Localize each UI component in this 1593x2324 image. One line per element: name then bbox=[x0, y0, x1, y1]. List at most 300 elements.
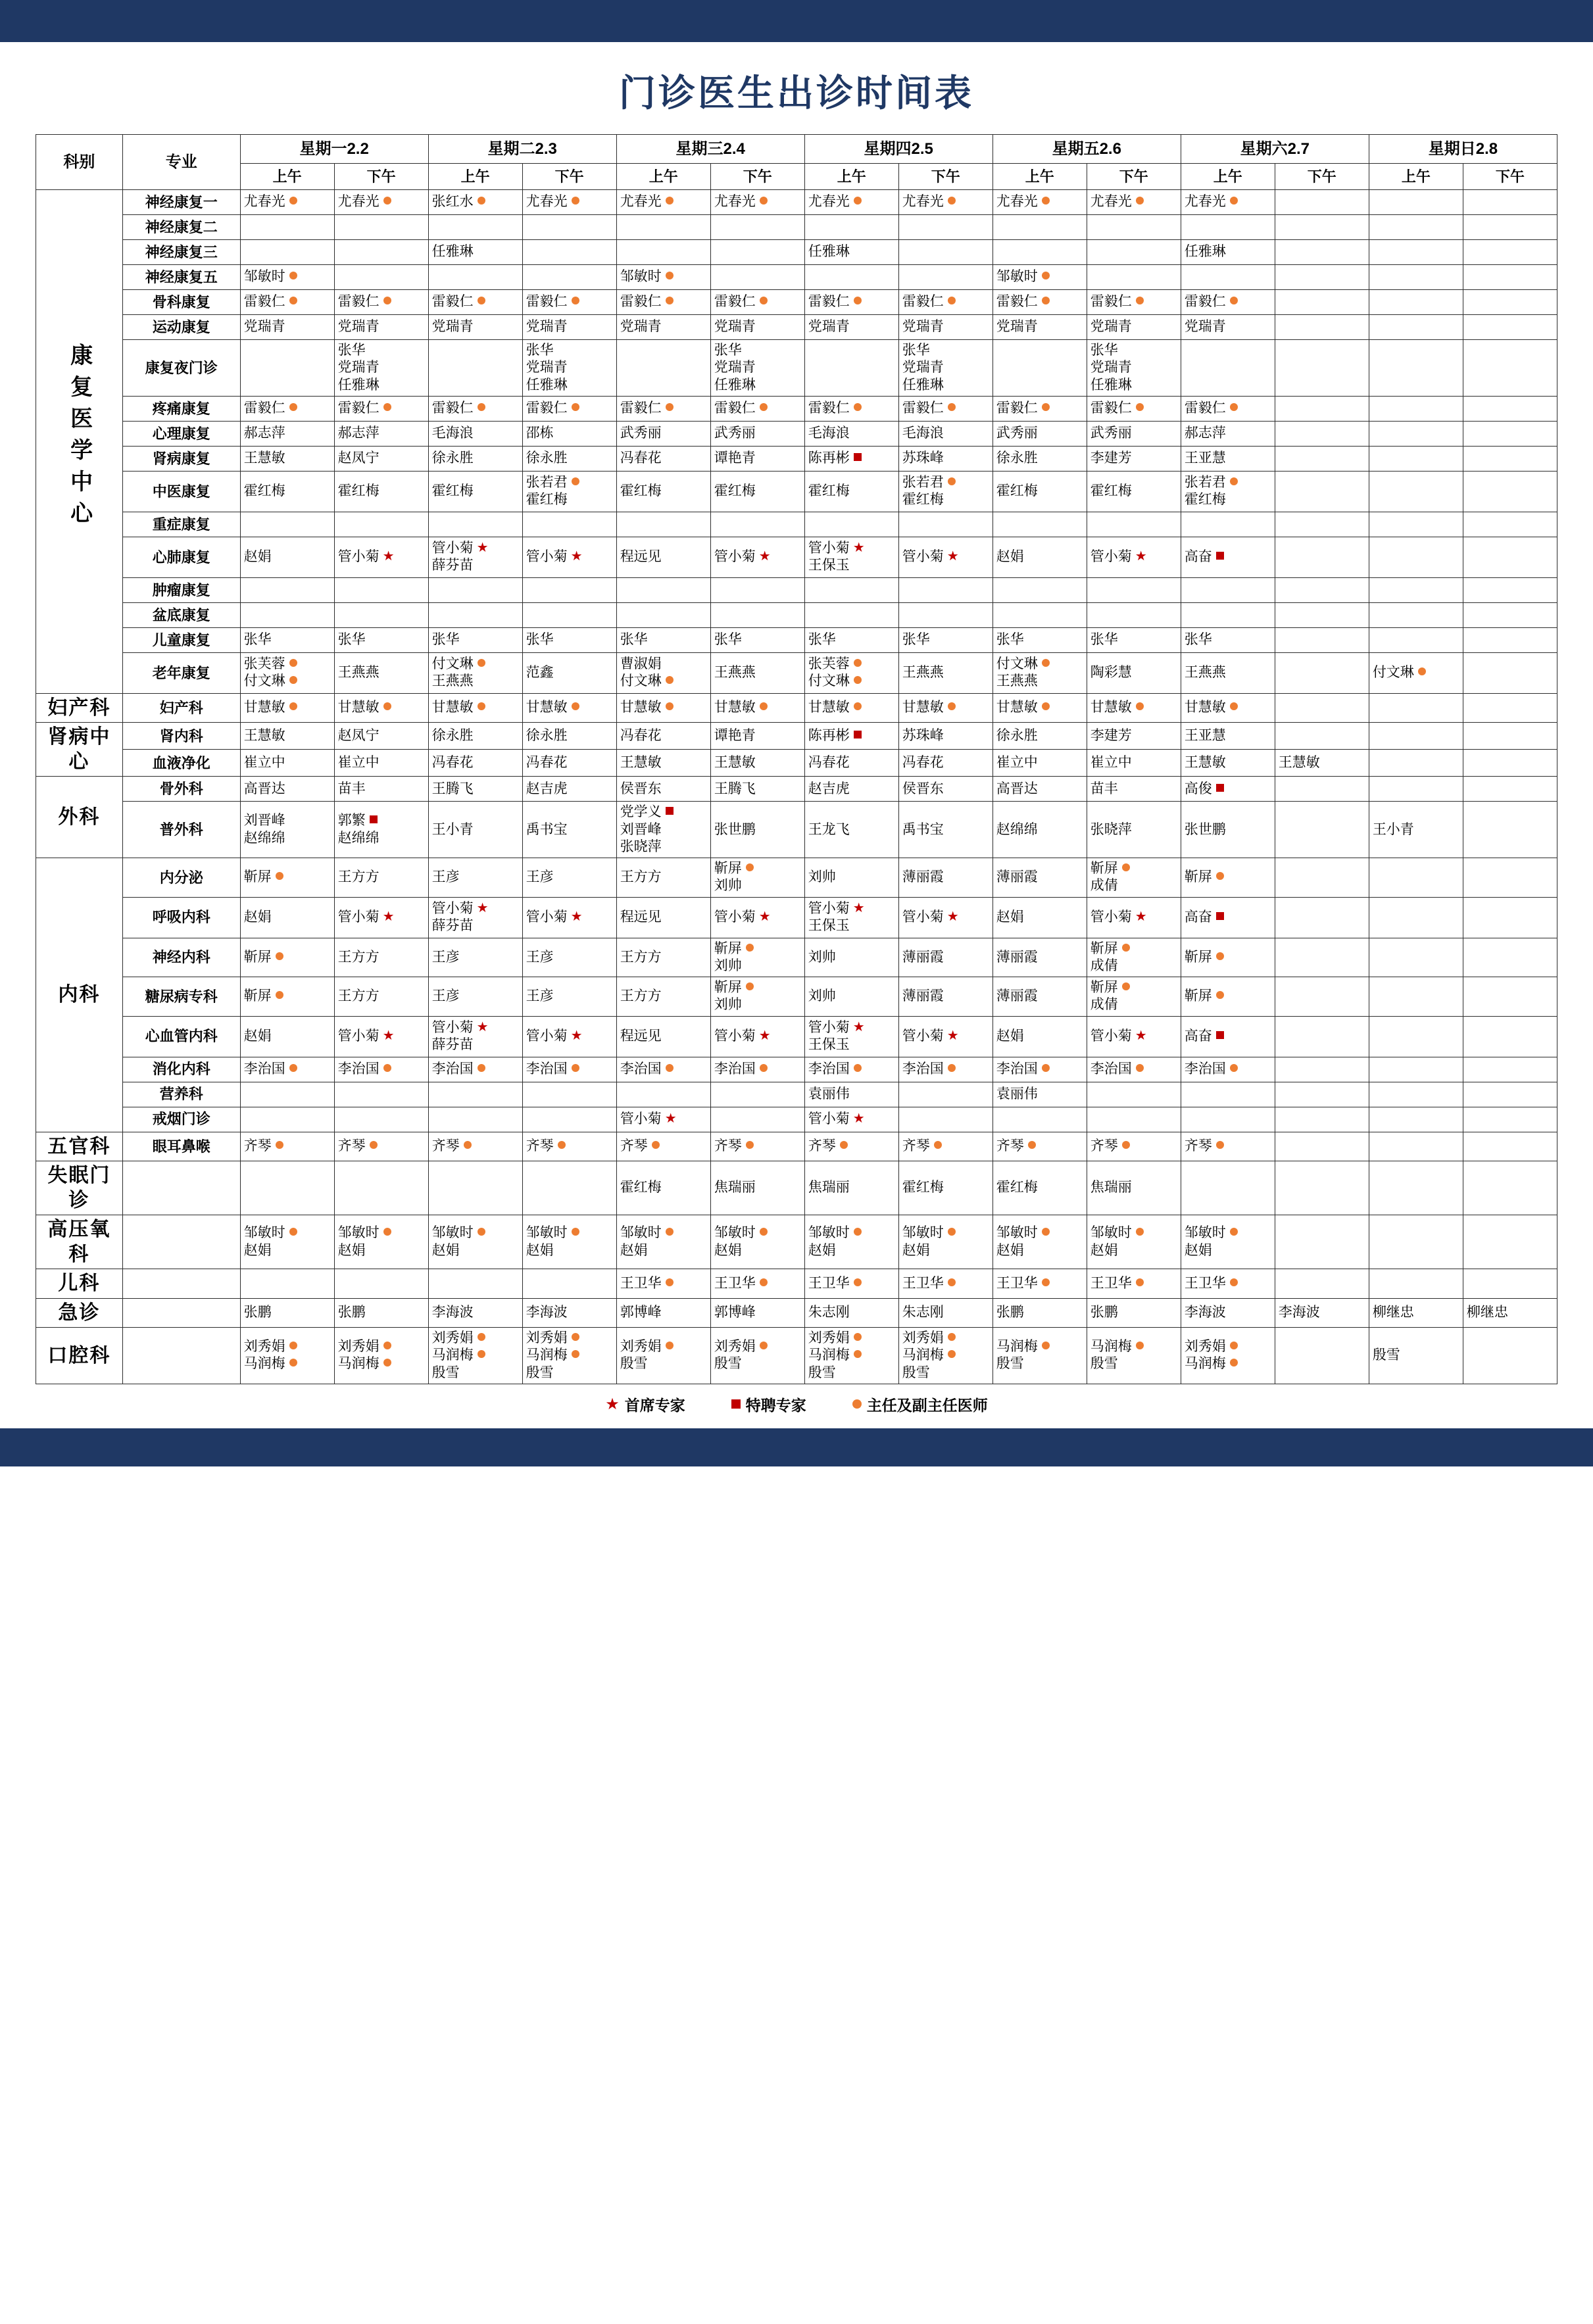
doctor-name: 党瑞青 bbox=[996, 319, 1038, 335]
doctor-entry bbox=[1373, 1347, 1459, 1364]
schedule-cell bbox=[240, 265, 334, 290]
doctor-name: 党瑞青 bbox=[243, 319, 285, 335]
doctor-entry bbox=[714, 860, 801, 877]
doctor-entry bbox=[714, 781, 801, 798]
doctor-name: 李治国 bbox=[808, 1061, 850, 1077]
doctor-entry bbox=[526, 909, 613, 926]
schedule-cell bbox=[616, 421, 710, 446]
doctor-name: 张华 bbox=[526, 343, 554, 358]
doctor-entry bbox=[902, 1028, 989, 1045]
schedule-cell bbox=[710, 602, 804, 627]
doctor-entry bbox=[526, 450, 613, 467]
doctor-name: 任雅琳 bbox=[714, 377, 756, 393]
doctor-name: 邹敏时 bbox=[996, 269, 1038, 285]
schedule-cell bbox=[1181, 1269, 1275, 1299]
doctor-name: 齐琴 bbox=[1090, 1138, 1118, 1154]
schedule-cell bbox=[1463, 1161, 1557, 1215]
doctor-entry bbox=[338, 949, 425, 966]
doctor-entry bbox=[620, 1275, 707, 1292]
schedule-cell bbox=[428, 1107, 522, 1132]
chief-physician-dot-icon bbox=[370, 1141, 378, 1149]
doctor-entry bbox=[244, 425, 331, 442]
doctor-name: 苏珠峰 bbox=[902, 728, 944, 744]
schedule-cell bbox=[428, 240, 522, 265]
doctor-entry bbox=[1373, 821, 1459, 838]
doctor-entry bbox=[1091, 909, 1177, 926]
chief-physician-dot-icon bbox=[746, 863, 754, 871]
schedule-cell bbox=[522, 512, 616, 537]
specialty-name: 营养科 bbox=[122, 1082, 240, 1107]
doctor-entry bbox=[432, 917, 519, 934]
doctor-name: 任雅琳 bbox=[431, 244, 474, 260]
doctor-name: 甘慧敏 bbox=[243, 700, 285, 715]
doctor-entry bbox=[1091, 1355, 1177, 1372]
chief-physician-dot-icon bbox=[1216, 1141, 1224, 1149]
schedule-cell bbox=[1369, 1161, 1463, 1215]
department-name: 外科 bbox=[36, 777, 123, 858]
doctor-entry bbox=[1185, 869, 1271, 886]
doctor-name: 张晓萍 bbox=[1090, 821, 1132, 837]
doctor-name: 靳屏 bbox=[1184, 988, 1212, 1004]
doctor-name: 殷雪 bbox=[526, 1365, 554, 1380]
doctor-name: 任雅琳 bbox=[808, 244, 850, 260]
doctor-entry bbox=[902, 1365, 989, 1382]
department-name: 妇产科 bbox=[36, 693, 123, 723]
schedule-cell bbox=[1087, 777, 1181, 802]
schedule-cell bbox=[1463, 1298, 1557, 1328]
doctor-entry bbox=[996, 400, 1083, 417]
doctor-entry bbox=[808, 1242, 895, 1259]
doctor-name: 张华 bbox=[1184, 632, 1212, 648]
doctor-entry bbox=[526, 699, 613, 716]
doctor-name: 王慧敏 bbox=[243, 728, 285, 744]
doctor-name: 刘帅 bbox=[808, 869, 836, 885]
doctor-name: 徐永胜 bbox=[431, 728, 474, 744]
doctor-name: 李建芳 bbox=[1090, 728, 1132, 744]
schedule-cell bbox=[804, 577, 898, 602]
doctor-name: 焦瑞丽 bbox=[808, 1180, 850, 1196]
doctor-entry bbox=[996, 1138, 1083, 1155]
doctor-entry bbox=[432, 656, 519, 673]
doctor-entry bbox=[996, 483, 1083, 500]
doctor-name: 马润梅 bbox=[902, 1347, 944, 1363]
schedule-cell bbox=[240, 602, 334, 627]
schedule-cell bbox=[616, 190, 710, 215]
doctor-entry bbox=[714, 377, 801, 394]
schedule-cell bbox=[522, 652, 616, 693]
doctor-entry bbox=[1279, 1304, 1365, 1321]
doctor-entry bbox=[526, 1061, 613, 1078]
doctor-name: 付文琳 bbox=[808, 673, 850, 689]
schedule-cell bbox=[616, 315, 710, 340]
schedule-cell bbox=[993, 421, 1087, 446]
schedule-cell bbox=[1275, 1016, 1369, 1057]
schedule-cell bbox=[898, 577, 993, 602]
specialty-name: 戒烟门诊 bbox=[122, 1107, 240, 1132]
doctor-name: 冯春花 bbox=[808, 755, 850, 771]
legend-item-2 bbox=[731, 1393, 806, 1415]
doctor-entry bbox=[526, 1138, 613, 1155]
doctor-entry bbox=[714, 699, 801, 716]
doctor-name: 程远见 bbox=[620, 1028, 662, 1044]
table-row bbox=[36, 602, 1557, 627]
schedule-cell bbox=[1275, 750, 1369, 777]
schedule-cell bbox=[804, 802, 898, 858]
doctor-entry bbox=[338, 425, 425, 442]
doctor-name: 王慧敏 bbox=[714, 755, 756, 771]
doctor-name: 邹敏时 bbox=[243, 269, 285, 285]
doctor-name: 尤春光 bbox=[996, 194, 1038, 210]
schedule-cell bbox=[1275, 1057, 1369, 1082]
header-day-7: 星期日2.8 bbox=[1369, 135, 1557, 164]
chief-physician-dot-icon bbox=[746, 1141, 754, 1149]
doctor-entry bbox=[526, 781, 613, 798]
schedule-cell bbox=[898, 1328, 993, 1384]
doctor-name: 付文琳 bbox=[620, 673, 662, 689]
doctor-name: 赵娟 bbox=[996, 909, 1024, 925]
doctor-name: 雷毅仁 bbox=[996, 294, 1038, 310]
doctor-name: 冯春花 bbox=[902, 755, 944, 771]
chief-physician-dot-icon bbox=[1230, 1228, 1238, 1236]
doctor-entry bbox=[1185, 491, 1271, 508]
doctor-name: 成倩 bbox=[1090, 997, 1118, 1013]
doctor-name: 侯晋东 bbox=[620, 781, 662, 796]
schedule-cell bbox=[522, 537, 616, 577]
doctor-name: 马润梅 bbox=[526, 1347, 568, 1363]
doctor-name: 甘慧敏 bbox=[620, 700, 662, 715]
doctor-name: 殷雪 bbox=[1372, 1347, 1400, 1363]
table-row bbox=[36, 340, 1557, 397]
schedule-cell bbox=[334, 421, 428, 446]
doctor-entry bbox=[996, 1028, 1083, 1045]
doctor-name: 靳屏 bbox=[714, 980, 742, 995]
chief-physician-dot-icon bbox=[572, 297, 579, 304]
schedule-cell bbox=[240, 897, 334, 938]
schedule-cell bbox=[1275, 265, 1369, 290]
chief-physician-dot-icon bbox=[666, 1342, 674, 1349]
header-pm-3: 下午 bbox=[710, 164, 804, 190]
doctor-entry bbox=[526, 988, 613, 1005]
schedule-cell bbox=[1463, 1107, 1557, 1132]
doctor-name: 焦瑞丽 bbox=[1090, 1180, 1132, 1196]
schedule-cell bbox=[522, 577, 616, 602]
specialty-name: 康复夜门诊 bbox=[122, 340, 240, 397]
doctor-entry bbox=[338, 699, 425, 716]
schedule-cell bbox=[428, 602, 522, 627]
doctor-name: 王彦 bbox=[431, 949, 460, 965]
doctor-entry bbox=[432, 1019, 519, 1036]
chief-physician-dot-icon bbox=[1042, 1278, 1050, 1286]
doctor-name: 高晋达 bbox=[243, 781, 285, 796]
top-expert-star-icon: ★ bbox=[664, 1111, 677, 1126]
schedule-cell bbox=[804, 1107, 898, 1132]
doctor-entry bbox=[1091, 293, 1177, 310]
chief-physician-dot-icon bbox=[383, 297, 391, 304]
schedule-cell bbox=[240, 777, 334, 802]
schedule-cell bbox=[993, 627, 1087, 652]
doctor-entry bbox=[808, 450, 895, 467]
top-expert-star-icon: ★ bbox=[476, 900, 489, 915]
chief-physician-dot-icon bbox=[854, 1064, 862, 1072]
schedule-cell bbox=[1087, 723, 1181, 750]
doctor-name: 任雅琳 bbox=[1184, 244, 1226, 260]
schedule-cell bbox=[993, 938, 1087, 977]
doctor-entry bbox=[996, 869, 1083, 886]
schedule-cell bbox=[616, 802, 710, 858]
header-am-1: 上午 bbox=[240, 164, 334, 190]
schedule-cell bbox=[616, 240, 710, 265]
doctor-name: 赵绵绵 bbox=[243, 830, 285, 846]
doctor-name: 李治国 bbox=[1090, 1061, 1132, 1077]
schedule-cell bbox=[1463, 265, 1557, 290]
schedule-cell bbox=[522, 750, 616, 777]
doctor-name: 李治国 bbox=[431, 1061, 474, 1077]
schedule-cell bbox=[993, 723, 1087, 750]
doctor-entry bbox=[714, 293, 801, 310]
schedule-cell bbox=[334, 537, 428, 577]
schedule-cell bbox=[1369, 1016, 1463, 1057]
top-expert-star-icon: ★ bbox=[758, 1028, 771, 1043]
schedule-cell bbox=[1181, 1215, 1275, 1269]
top-expert-star-icon: ★ bbox=[852, 1111, 865, 1126]
schedule-cell bbox=[1369, 1057, 1463, 1082]
doctor-entry bbox=[338, 781, 425, 798]
schedule-cell bbox=[1463, 577, 1557, 602]
schedule-cell bbox=[240, 240, 334, 265]
schedule-cell bbox=[522, 938, 616, 977]
doctor-name: 王彦 bbox=[526, 988, 554, 1004]
doctor-entry bbox=[1091, 940, 1177, 957]
chief-physician-dot-icon bbox=[666, 676, 674, 684]
doctor-entry bbox=[432, 243, 519, 260]
doctor-entry bbox=[808, 1179, 895, 1196]
schedule-cell bbox=[1463, 858, 1557, 898]
chief-physician-dot-icon bbox=[1418, 667, 1426, 675]
doctor-name: 冯春花 bbox=[620, 728, 662, 744]
schedule-table bbox=[36, 134, 1557, 1384]
doctor-name: 谭艳青 bbox=[714, 728, 756, 744]
schedule-cell bbox=[1463, 190, 1557, 215]
doctor-name: 郭博峰 bbox=[620, 1305, 662, 1320]
chief-physician-dot-icon bbox=[289, 676, 297, 684]
department-name-vertical: 康复医学中心 bbox=[66, 343, 92, 533]
doctor-entry bbox=[996, 450, 1083, 467]
doctor-name: 殷雪 bbox=[996, 1356, 1024, 1372]
schedule-cell bbox=[1369, 1107, 1463, 1132]
schedule-cell bbox=[1275, 215, 1369, 240]
doctor-name: 赵娟 bbox=[1090, 1242, 1118, 1258]
header-pm-5: 下午 bbox=[1087, 164, 1181, 190]
schedule-cell bbox=[1275, 897, 1369, 938]
schedule-cell bbox=[1463, 750, 1557, 777]
doctor-name: 刘秀娟 bbox=[902, 1330, 944, 1345]
doctor-entry bbox=[1091, 1179, 1177, 1196]
table-row bbox=[36, 240, 1557, 265]
chief-physician-dot-icon bbox=[572, 403, 579, 411]
department-name bbox=[36, 190, 123, 694]
doctor-entry bbox=[808, 673, 895, 690]
schedule-cell bbox=[898, 315, 993, 340]
chief-physician-dot-icon bbox=[1136, 1342, 1144, 1349]
top-expert-star-icon: ★ bbox=[852, 900, 865, 915]
schedule-cell bbox=[898, 938, 993, 977]
schedule-cell bbox=[1275, 627, 1369, 652]
schedule-cell bbox=[1369, 577, 1463, 602]
schedule-cell bbox=[240, 693, 334, 723]
doctor-entry bbox=[1185, 1338, 1271, 1355]
top-expert-star-icon: ★ bbox=[570, 549, 583, 564]
schedule-cell bbox=[616, 1016, 710, 1057]
doctor-entry bbox=[996, 673, 1083, 690]
doctor-entry bbox=[902, 377, 989, 394]
doctor-entry bbox=[338, 342, 425, 359]
doctor-name: 雷毅仁 bbox=[620, 294, 662, 310]
chief-physician-dot-icon bbox=[948, 1278, 956, 1286]
chief-physician-dot-icon bbox=[289, 297, 297, 304]
doctor-name: 成倩 bbox=[1090, 957, 1118, 973]
doctor-name: 刘帅 bbox=[808, 988, 836, 1004]
doctor-name: 张华 bbox=[526, 632, 554, 648]
schedule-cell bbox=[993, 190, 1087, 215]
schedule-cell bbox=[1087, 240, 1181, 265]
doctor-entry bbox=[620, 909, 707, 926]
schedule-cell bbox=[522, 315, 616, 340]
top-expert-star-icon: ★ bbox=[946, 1028, 959, 1043]
doctor-entry bbox=[1185, 1275, 1271, 1292]
doctor-entry bbox=[714, 1304, 801, 1321]
doctor-entry bbox=[620, 699, 707, 716]
schedule-cell bbox=[1275, 396, 1369, 421]
table-row bbox=[36, 446, 1557, 471]
doctor-entry bbox=[714, 957, 801, 975]
doctor-entry bbox=[714, 318, 801, 335]
doctor-entry bbox=[1185, 425, 1271, 442]
schedule-cell bbox=[1181, 652, 1275, 693]
schedule-cell bbox=[898, 1215, 993, 1269]
schedule-cell bbox=[710, 537, 804, 577]
chief-physician-dot-icon bbox=[478, 297, 485, 304]
doctor-entry bbox=[1185, 1355, 1271, 1372]
schedule-cell bbox=[804, 190, 898, 215]
doctor-entry bbox=[620, 781, 707, 798]
schedule-cell bbox=[898, 750, 993, 777]
doctor-name: 李治国 bbox=[1184, 1061, 1226, 1077]
schedule-cell bbox=[616, 265, 710, 290]
doctor-entry bbox=[244, 830, 331, 847]
doctor-entry bbox=[808, 900, 895, 917]
doctor-entry bbox=[620, 450, 707, 467]
header-day-3: 星期三2.4 bbox=[616, 135, 804, 164]
schedule-cell bbox=[428, 1328, 522, 1384]
specialty-name: 神经康复五 bbox=[122, 265, 240, 290]
schedule-cell bbox=[428, 396, 522, 421]
schedule-cell bbox=[240, 1082, 334, 1107]
schedule-cell bbox=[428, 340, 522, 397]
doctor-name: 张世鹏 bbox=[714, 821, 756, 837]
schedule-cell bbox=[428, 723, 522, 750]
doctor-entry bbox=[244, 812, 331, 829]
doctor-name: 雷毅仁 bbox=[337, 294, 380, 310]
schedule-cell bbox=[993, 652, 1087, 693]
doctor-name: 王腾飞 bbox=[431, 781, 474, 796]
schedule-cell bbox=[1369, 777, 1463, 802]
doctor-name: 徐永胜 bbox=[526, 728, 568, 744]
doctor-name: 任雅琳 bbox=[337, 377, 380, 393]
schedule-cell bbox=[804, 858, 898, 898]
doctor-name: 赵娟 bbox=[243, 549, 272, 565]
schedule-cell bbox=[240, 627, 334, 652]
doctor-name: 霍红梅 bbox=[620, 483, 662, 499]
schedule-cell bbox=[1087, 750, 1181, 777]
specialty-name: 神经康复一 bbox=[122, 190, 240, 215]
schedule-cell bbox=[804, 627, 898, 652]
schedule-cell bbox=[1463, 602, 1557, 627]
chief-physician-dot-icon bbox=[854, 702, 862, 710]
doctor-name: 赵吉虎 bbox=[526, 781, 568, 796]
doctor-entry bbox=[338, 909, 425, 926]
header-day-4: 星期四2.5 bbox=[804, 135, 993, 164]
doctor-name: 靳屏 bbox=[1090, 980, 1118, 995]
chief-physician-dot-icon bbox=[572, 1333, 579, 1341]
schedule-cell bbox=[898, 512, 993, 537]
specialty-name: 心血管内科 bbox=[122, 1016, 240, 1057]
table-row bbox=[36, 652, 1557, 693]
schedule-cell bbox=[1275, 723, 1369, 750]
doctor-entry bbox=[902, 1242, 989, 1259]
schedule-cell bbox=[334, 693, 428, 723]
doctor-entry bbox=[808, 1347, 895, 1364]
schedule-cell bbox=[334, 1215, 428, 1269]
schedule-cell bbox=[334, 290, 428, 315]
schedule-cell bbox=[1275, 938, 1369, 977]
chief-physician-dot-icon bbox=[1136, 297, 1144, 304]
doctor-entry bbox=[902, 425, 989, 442]
doctor-entry bbox=[620, 1061, 707, 1078]
doctor-entry bbox=[808, 540, 895, 557]
doctor-entry bbox=[808, 1036, 895, 1053]
doctor-entry bbox=[620, 949, 707, 966]
doctor-entry bbox=[714, 940, 801, 957]
schedule-cell bbox=[1463, 421, 1557, 446]
doctor-name: 刘秀娟 bbox=[1184, 1339, 1226, 1355]
schedule-cell bbox=[522, 1082, 616, 1107]
schedule-cell bbox=[616, 723, 710, 750]
doctor-name: 邹敏时 bbox=[337, 1225, 380, 1241]
schedule-cell bbox=[804, 897, 898, 938]
chief-physician-dot-icon bbox=[760, 1278, 768, 1286]
schedule-cell bbox=[1275, 652, 1369, 693]
schedule-cell bbox=[334, 1328, 428, 1384]
schedule-cell bbox=[334, 396, 428, 421]
doctor-entry bbox=[902, 1275, 989, 1292]
specialty-name: 心理康复 bbox=[122, 421, 240, 446]
doctor-entry bbox=[714, 877, 801, 894]
doctor-entry bbox=[1091, 1224, 1177, 1242]
doctor-name: 霍红梅 bbox=[714, 483, 756, 499]
schedule-cell bbox=[522, 1107, 616, 1132]
doctor-entry bbox=[620, 1111, 707, 1128]
schedule-cell bbox=[522, 1161, 616, 1215]
doctor-entry bbox=[808, 699, 895, 716]
doctor-name: 郝志萍 bbox=[337, 425, 380, 441]
doctor-name: 陶彩慧 bbox=[1090, 665, 1132, 681]
schedule-cell bbox=[1463, 1215, 1557, 1269]
doctor-name: 赵凤宁 bbox=[337, 450, 380, 466]
doctor-entry bbox=[714, 979, 801, 996]
chief-physician-dot-icon bbox=[840, 1141, 848, 1149]
doctor-entry bbox=[808, 293, 895, 310]
schedule-cell bbox=[1181, 723, 1275, 750]
